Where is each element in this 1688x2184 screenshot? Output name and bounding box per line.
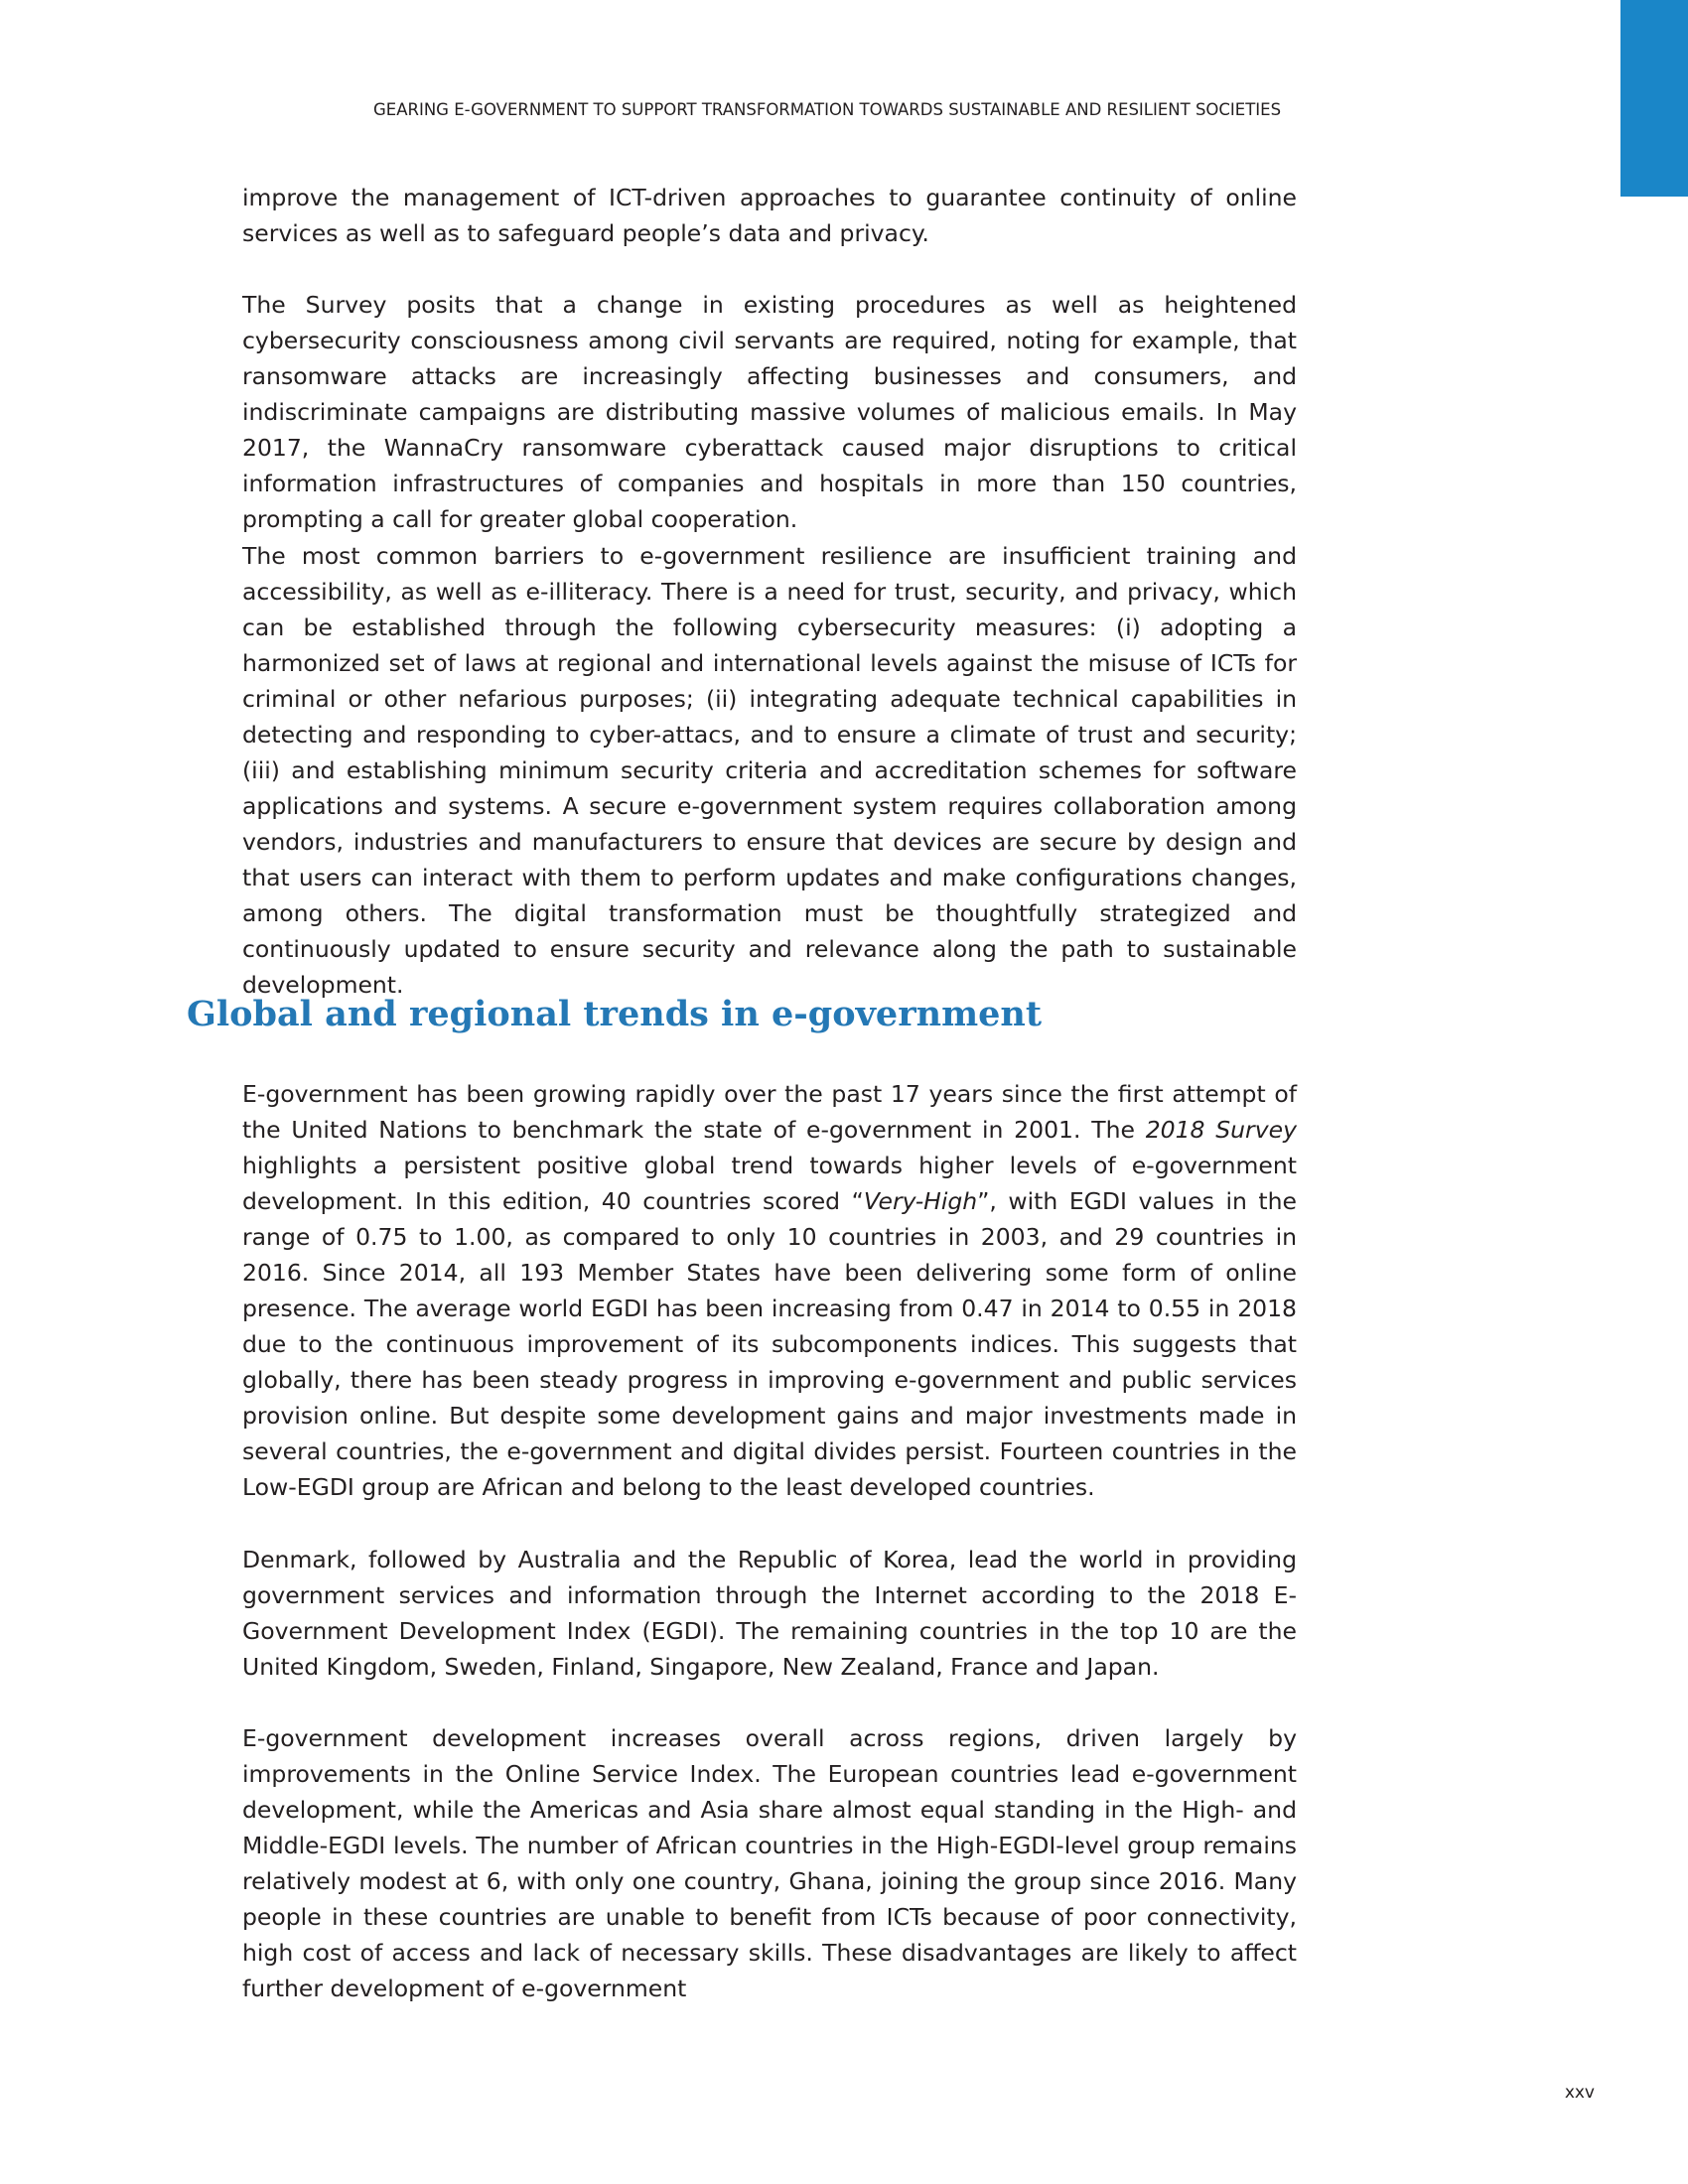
chapter-edge-tab <box>1620 0 1688 197</box>
survey-title-italic: 2018 Survey <box>1145 1116 1297 1144</box>
paragraph-egov-growth-text-1: E-government has been growing rapidly over the past 17 years since the first attempt of the United Nations to benchmark the state of e-government in 2001. The <box>242 1080 1297 1144</box>
paragraph-regional-development: E-government development increases overall across regions, driven largely by improvements in the Online Service Index. The European countries lead e-government development, while the Americas and Asia share almost equal standing in the High- and Middle-EGDI levels. The number of African countries in the High-EGDI-level group remains relatively modest at 6, with only one country, Ghana, joining the group since 2016. Many people in these countries are unable to benefit from ICTs because of poor connectivity, high cost of access and lack of necessary skills. These disadvantages are likely to affect further development of e-government <box>242 1724 1297 2002</box>
very-high-italic: Very-High <box>863 1187 978 1215</box>
section-heading: Global and regional trends in e-government <box>187 994 1043 1034</box>
paragraph-cybersecurity-consciousness: The Survey posits that a change in existing procedures as well as heightened cybersecurity consciousness among civil servants are required, noting for example, that ransomware attacks are increasingly affecting businesses and consumers, and indiscriminate campaigns are distributing massive volumes of malicious emails. In May 2017, the WannaCry ransomware cyberattack caused major disruptions to critical information infrastructures of companies and hospitals in more than 150 countries, prompting a call for greater global cooperation. <box>242 291 1297 533</box>
paragraph-egov-growth-text-2: highlights a persistent positive global trend towards higher levels of e-government development. In this edition, 40 countries scored “ <box>242 1152 1297 1215</box>
paragraph-continuation: improve the management of ICT-driven approaches to guarantee continuity of online services as well as to safeguard people’s data and privacy. <box>242 184 1297 247</box>
paragraph-top-countries: Denmark, followed by Australia and the Republic of Korea, lead the world in providing government services and information through the Internet according to the 2018 E-Government Development Index (EGDI). The remaining countries in the top 10 are the United Kingdom, Sweden, Finland, Singapore, New Zealand, France and Japan. <box>242 1546 1297 1681</box>
paragraph-resilience-barriers: The most common barriers to e-government resilience are insufficient training and accessibility, as well as e-illiteracy. There is a need for trust, security, and privacy, which can be established through the following cybersecurity measures: (i) adopting a harmonized set of laws at regional and international levels against the misuse of ICTs for criminal or other nefarious purposes; (ii) integrating adequate technical capabilities in detecting and responding to cyber-attacs, and to ensure a climate of trust and security; (iii) and establishing minimum security criteria and accreditation schemes for software applications and systems. A secure e-government system requires collaboration among vendors, industries and manufacturers to ensure that devices are secure by design and that users can interact with them to perform updates and make configurations changes, among others. The digital transformation must be thoughtfully strategized and continuously updated to ensure security and relevance along the path to sustainable development. <box>242 542 1297 999</box>
paragraph-egov-growth-text-3: ”, with EGDI values in the range of 0.75 to 1.00, as compared to only 10 countries in 2003, and 29 countries in 2016. Since 2014, all 193 Member States have been delivering some form of online presence. The average world EGDI has been increasing from 0.47 in 2014 to 0.55 in 2018 due to the continuous improvement of its subcomponents indices. This suggests that globally, there has been steady progress in improving e-government and public services provision online. But despite some development gains and major investments made in several countries, the e-government and digital divides persist. Fourteen countries in the Low-EGDI group are African and belong to the least developed countries. <box>242 1187 1297 1501</box>
page-number: xxv <box>1564 2083 1595 2103</box>
running-header: GEARING E-GOVERNMENT TO SUPPORT TRANSFORMATION TOWARDS SUSTAINABLE AND RESILIENT SOCIETIES <box>373 100 1282 119</box>
paragraph-egov-growth <box>242 1076 1297 1505</box>
